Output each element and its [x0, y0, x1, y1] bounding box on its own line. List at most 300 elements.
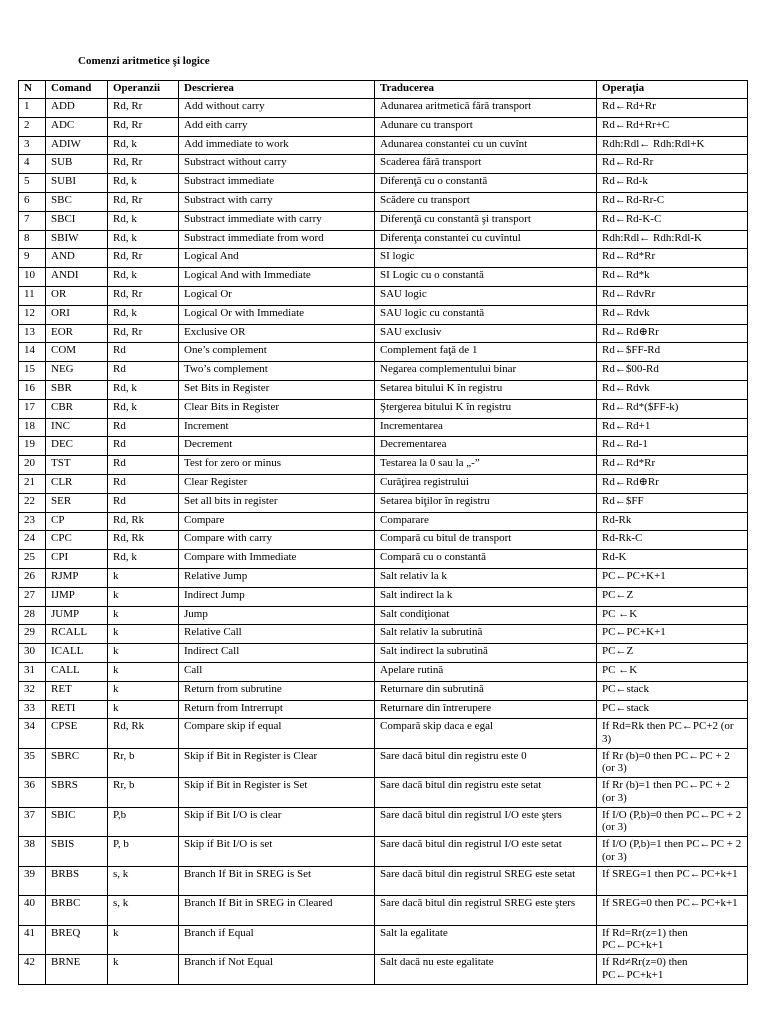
table-row: [19, 531, 748, 550]
operands-cell: Rd, Rr: [108, 192, 179, 211]
operands-cell: k: [108, 700, 179, 719]
command-cell: SER: [46, 493, 108, 512]
command-cell: SBIS: [46, 837, 108, 867]
translation-cell: SAU logic: [375, 286, 597, 305]
row-number: 16: [19, 380, 46, 399]
table-row: [19, 155, 748, 174]
command-cell: CBR: [46, 399, 108, 418]
translation-cell: Returnare din întrerupere: [375, 700, 597, 719]
command-cell: RCALL: [46, 625, 108, 644]
row-number: 19: [19, 437, 46, 456]
operation-cell: Rd←Rd-Rr-C: [597, 192, 748, 211]
command-cell: ORI: [46, 305, 108, 324]
row-number: 31: [19, 662, 46, 681]
operands-cell: Rd, k: [108, 380, 179, 399]
translation-cell: Negarea complementului binar: [375, 362, 597, 381]
command-cell: RETI: [46, 700, 108, 719]
command-cell: COM: [46, 343, 108, 362]
row-number: 35: [19, 748, 46, 778]
operands-cell: Rd: [108, 493, 179, 512]
command-cell: CPI: [46, 550, 108, 569]
translation-cell: Sare dacă bitul din registrul I/O este setat: [375, 837, 597, 867]
translation-cell: Diferenţă cu constantă şi transport: [375, 211, 597, 230]
command-cell: TST: [46, 456, 108, 475]
translation-cell: Setarea bitului K în registru: [375, 380, 597, 399]
table-row: [19, 625, 748, 644]
table-row: [19, 192, 748, 211]
row-number: 42: [19, 955, 46, 985]
command-cell: ANDI: [46, 268, 108, 287]
description-cell: Increment: [179, 418, 375, 437]
operands-cell: Rd, Rr: [108, 117, 179, 136]
translation-cell: Curăţirea registrului: [375, 474, 597, 493]
operands-cell: s, k: [108, 866, 179, 896]
header-n: N: [19, 81, 46, 99]
command-cell: RET: [46, 681, 108, 700]
command-cell: BRBS: [46, 866, 108, 896]
operands-cell: Rd, k: [108, 399, 179, 418]
header-operanzii: Operanzii: [108, 81, 179, 99]
row-number: 10: [19, 268, 46, 287]
table-row: [19, 719, 748, 749]
instruction-table: [18, 80, 748, 985]
command-cell: OR: [46, 286, 108, 305]
command-cell: JUMP: [46, 606, 108, 625]
description-cell: Relative Call: [179, 625, 375, 644]
description-cell: Decrement: [179, 437, 375, 456]
command-cell: RJMP: [46, 568, 108, 587]
command-cell: CLR: [46, 474, 108, 493]
command-cell: INC: [46, 418, 108, 437]
description-cell: Indirect Jump: [179, 587, 375, 606]
table-row: [19, 211, 748, 230]
table-row: [19, 896, 748, 926]
command-cell: ADC: [46, 117, 108, 136]
row-number: 20: [19, 456, 46, 475]
translation-cell: Salt indirect la k: [375, 587, 597, 606]
command-cell: CPC: [46, 531, 108, 550]
table-row: [19, 955, 748, 985]
description-cell: Compare with Immediate: [179, 550, 375, 569]
operation-cell: If SREG=0 then PC←PC+k+1: [597, 896, 748, 926]
operation-cell: Rd←Rd+Rr+C: [597, 117, 748, 136]
operation-cell: If SREG=1 then PC←PC+k+1: [597, 866, 748, 896]
row-number: 12: [19, 305, 46, 324]
operation-cell: PC ←K: [597, 662, 748, 681]
row-number: 11: [19, 286, 46, 305]
translation-cell: Ştergerea bitului K în registru: [375, 399, 597, 418]
description-cell: Exclusive OR: [179, 324, 375, 343]
row-number: 29: [19, 625, 46, 644]
command-cell: SBR: [46, 380, 108, 399]
operation-cell: Rd←Rd-Rr: [597, 155, 748, 174]
operation-cell: Rd-K: [597, 550, 748, 569]
row-number: 24: [19, 531, 46, 550]
translation-cell: Testarea la 0 sau la „-”: [375, 456, 597, 475]
table-row: [19, 644, 748, 663]
description-cell: Add without carry: [179, 99, 375, 118]
table-row: [19, 380, 748, 399]
row-number: 40: [19, 896, 46, 926]
command-cell: SBC: [46, 192, 108, 211]
row-number: 23: [19, 512, 46, 531]
table-row: [19, 493, 748, 512]
operands-cell: Rd: [108, 474, 179, 493]
operands-cell: Rd, k: [108, 136, 179, 155]
translation-cell: Salt relativ la k: [375, 568, 597, 587]
row-number: 5: [19, 174, 46, 193]
row-number: 36: [19, 778, 46, 808]
row-number: 38: [19, 837, 46, 867]
command-cell: SBIC: [46, 807, 108, 837]
operation-cell: PC←stack: [597, 700, 748, 719]
operands-cell: Rd, Rk: [108, 512, 179, 531]
operation-cell: PC←Z: [597, 644, 748, 663]
table-row: [19, 286, 748, 305]
command-cell: SUBI: [46, 174, 108, 193]
row-number: 8: [19, 230, 46, 249]
description-cell: Branch If Bit in SREG in Cleared: [179, 896, 375, 926]
operation-cell: If Rr (b)=1 then PC←PC + 2 (or 3): [597, 778, 748, 808]
operands-cell: s, k: [108, 896, 179, 926]
table-row: [19, 866, 748, 896]
operation-cell: Rdh:Rdl← Rdh:Rdl-K: [597, 230, 748, 249]
command-cell: DEC: [46, 437, 108, 456]
row-number: 30: [19, 644, 46, 663]
description-cell: Set all bits in register: [179, 493, 375, 512]
operation-cell: Rd←Rd⊕Rr: [597, 474, 748, 493]
operation-cell: If Rd=Rr(z=1) then PC←PC+k+1: [597, 925, 748, 955]
operation-cell: Rd←Rd-k: [597, 174, 748, 193]
description-cell: Substract without carry: [179, 155, 375, 174]
table-row: [19, 362, 748, 381]
description-cell: One’s complement: [179, 343, 375, 362]
description-cell: Indirect Call: [179, 644, 375, 663]
description-cell: Branch if Equal: [179, 925, 375, 955]
translation-cell: Salt relativ la subrutină: [375, 625, 597, 644]
operation-cell: Rd←Rd+Rr: [597, 99, 748, 118]
operation-cell: If I/O (P,b)=1 then PC←PC + 2 (or 3): [597, 837, 748, 867]
translation-cell: Apelare rutină: [375, 662, 597, 681]
translation-cell: SAU exclusiv: [375, 324, 597, 343]
operands-cell: Rr, b: [108, 748, 179, 778]
row-number: 33: [19, 700, 46, 719]
operation-cell: Rd←$FF-Rd: [597, 343, 748, 362]
operands-cell: Rd, Rr: [108, 286, 179, 305]
row-number: 15: [19, 362, 46, 381]
table-row: [19, 568, 748, 587]
operation-cell: PC ←K: [597, 606, 748, 625]
operands-cell: Rd, k: [108, 550, 179, 569]
operands-cell: Rd: [108, 437, 179, 456]
operands-cell: Rd, Rr: [108, 99, 179, 118]
description-cell: Substract immediate: [179, 174, 375, 193]
description-cell: Logical Or with Immediate: [179, 305, 375, 324]
table-row: [19, 456, 748, 475]
operands-cell: Rd, Rr: [108, 324, 179, 343]
table-header-row: [19, 81, 748, 99]
command-cell: SUB: [46, 155, 108, 174]
table-row: [19, 437, 748, 456]
operation-cell: If Rd≠Rr(z=0) then PC←PC+k+1: [597, 955, 748, 985]
translation-cell: Returnare din subrutină: [375, 681, 597, 700]
operation-cell: If Rr (b)=0 then PC←PC + 2 (or 3): [597, 748, 748, 778]
operands-cell: P,b: [108, 807, 179, 837]
table-row: [19, 136, 748, 155]
description-cell: Two’s complement: [179, 362, 375, 381]
command-cell: CP: [46, 512, 108, 531]
translation-cell: Diferenţă cu o constantă: [375, 174, 597, 193]
description-cell: Branch If Bit in SREG is Set: [179, 866, 375, 896]
operands-cell: Rd, k: [108, 305, 179, 324]
command-cell: IJMP: [46, 587, 108, 606]
table-row: [19, 925, 748, 955]
table-row: [19, 249, 748, 268]
command-cell: CPSE: [46, 719, 108, 749]
row-number: 18: [19, 418, 46, 437]
description-cell: Compare skip if equal: [179, 719, 375, 749]
table-row: [19, 174, 748, 193]
translation-cell: Incrementarea: [375, 418, 597, 437]
translation-cell: Diferenţa constantei cu cuvîntul: [375, 230, 597, 249]
operands-cell: k: [108, 587, 179, 606]
operation-cell: Rd←Rd-1: [597, 437, 748, 456]
table-row: [19, 662, 748, 681]
row-number: 1: [19, 99, 46, 118]
description-cell: Logical And with Immediate: [179, 268, 375, 287]
table-body: [19, 99, 748, 985]
description-cell: Substract immediate with carry: [179, 211, 375, 230]
operation-cell: Rd←Rd⊕Rr: [597, 324, 748, 343]
translation-cell: Salt la egalitate: [375, 925, 597, 955]
description-cell: Add eith carry: [179, 117, 375, 136]
command-cell: SBRC: [46, 748, 108, 778]
row-number: 34: [19, 719, 46, 749]
header-operatia: Operaţia: [597, 81, 748, 99]
operands-cell: k: [108, 625, 179, 644]
table-row: [19, 681, 748, 700]
operation-cell: If Rd=Rk then PC←PC+2 (or 3): [597, 719, 748, 749]
row-number: 4: [19, 155, 46, 174]
description-cell: Clear Register: [179, 474, 375, 493]
description-cell: Skip if Bit in Register is Set: [179, 778, 375, 808]
description-cell: Jump: [179, 606, 375, 625]
table-row: [19, 837, 748, 867]
table-row: [19, 550, 748, 569]
table-row: [19, 343, 748, 362]
operands-cell: Rd, Rk: [108, 719, 179, 749]
operands-cell: Rr, b: [108, 778, 179, 808]
translation-cell: Sare dacă bitul din registru este 0: [375, 748, 597, 778]
translation-cell: Sare dacă bitul din registrul SREG este şters: [375, 896, 597, 926]
operands-cell: Rd: [108, 456, 179, 475]
translation-cell: Salt indirect la subrutină: [375, 644, 597, 663]
description-cell: Return from subrutine: [179, 681, 375, 700]
operation-cell: Rd←Rd*Rr: [597, 249, 748, 268]
translation-cell: Decrementarea: [375, 437, 597, 456]
translation-cell: Salt condiţionat: [375, 606, 597, 625]
table-row: [19, 587, 748, 606]
description-cell: Test for zero or minus: [179, 456, 375, 475]
translation-cell: Setarea biţilor în registru: [375, 493, 597, 512]
table-row: [19, 324, 748, 343]
operation-cell: If I/O (P,b)=0 then PC←PC + 2 (or 3): [597, 807, 748, 837]
operands-cell: Rd, k: [108, 211, 179, 230]
operation-cell: PC←PC+K+1: [597, 625, 748, 644]
command-cell: BRNE: [46, 955, 108, 985]
description-cell: Return from Intrerrupt: [179, 700, 375, 719]
table-row: [19, 700, 748, 719]
operation-cell: Rd-Rk-C: [597, 531, 748, 550]
row-number: 26: [19, 568, 46, 587]
row-number: 14: [19, 343, 46, 362]
row-number: 9: [19, 249, 46, 268]
operation-cell: Rd←$FF: [597, 493, 748, 512]
operands-cell: Rd: [108, 362, 179, 381]
description-cell: Branch if Not Equal: [179, 955, 375, 985]
command-cell: SBIW: [46, 230, 108, 249]
translation-cell: SI logic: [375, 249, 597, 268]
row-number: 37: [19, 807, 46, 837]
row-number: 28: [19, 606, 46, 625]
translation-cell: Comparare: [375, 512, 597, 531]
description-cell: Clear Bits in Register: [179, 399, 375, 418]
table-row: [19, 748, 748, 778]
operation-cell: Rd←Rdvk: [597, 380, 748, 399]
translation-cell: Adunarea aritmetică fără transport: [375, 99, 597, 118]
translation-cell: Adunare cu transport: [375, 117, 597, 136]
table-row: [19, 268, 748, 287]
operation-cell: Rd←Rd-K-C: [597, 211, 748, 230]
operands-cell: k: [108, 606, 179, 625]
row-number: 32: [19, 681, 46, 700]
operation-cell: Rd←Rd*($FF-k): [597, 399, 748, 418]
translation-cell: Compară cu o constantă: [375, 550, 597, 569]
translation-cell: Compară skip daca e egal: [375, 719, 597, 749]
table-row: [19, 606, 748, 625]
command-cell: AND: [46, 249, 108, 268]
operands-cell: Rd, Rr: [108, 155, 179, 174]
header-traducerea: Traducerea: [375, 81, 597, 99]
description-cell: Substract immediate from word: [179, 230, 375, 249]
page-title: Comenzi aritmetice şi logice: [78, 55, 210, 67]
row-number: 17: [19, 399, 46, 418]
translation-cell: Adunarea constantei cu un cuvînt: [375, 136, 597, 155]
operation-cell: PC←stack: [597, 681, 748, 700]
description-cell: Logical Or: [179, 286, 375, 305]
operands-cell: Rd: [108, 343, 179, 362]
operation-cell: Rd←$00-Rd: [597, 362, 748, 381]
description-cell: Skip if Bit I/O is clear: [179, 807, 375, 837]
table-row: [19, 117, 748, 136]
description-cell: Compare: [179, 512, 375, 531]
operands-cell: Rd, k: [108, 174, 179, 193]
translation-cell: Compară cu bitul de transport: [375, 531, 597, 550]
operation-cell: Rd-Rk: [597, 512, 748, 531]
operands-cell: Rd, k: [108, 268, 179, 287]
operands-cell: k: [108, 925, 179, 955]
translation-cell: Scădere cu transport: [375, 192, 597, 211]
row-number: 2: [19, 117, 46, 136]
translation-cell: SI Logic cu o constantă: [375, 268, 597, 287]
row-number: 25: [19, 550, 46, 569]
description-cell: Call: [179, 662, 375, 681]
description-cell: Substract with carry: [179, 192, 375, 211]
operands-cell: Rd: [108, 418, 179, 437]
operation-cell: Rdh:Rdl← Rdh:Rdl+K: [597, 136, 748, 155]
table-row: [19, 99, 748, 118]
translation-cell: Sare dacă bitul din registru este setat: [375, 778, 597, 808]
table-row: [19, 230, 748, 249]
description-cell: Add immediate to work: [179, 136, 375, 155]
operands-cell: Rd, Rr: [108, 249, 179, 268]
command-cell: ICALL: [46, 644, 108, 663]
description-cell: Set Bits in Register: [179, 380, 375, 399]
operands-cell: P, b: [108, 837, 179, 867]
operation-cell: Rd←Rd+1: [597, 418, 748, 437]
translation-cell: Sare dacă bitul din registrul SREG este setat: [375, 866, 597, 896]
command-cell: ADD: [46, 99, 108, 118]
operation-cell: Rd←RdvRr: [597, 286, 748, 305]
operation-cell: PC←Z: [597, 587, 748, 606]
operands-cell: k: [108, 568, 179, 587]
row-number: 21: [19, 474, 46, 493]
header-comand: Comand: [46, 81, 108, 99]
table-row: [19, 512, 748, 531]
command-cell: NEG: [46, 362, 108, 381]
operation-cell: PC←PC+K+1: [597, 568, 748, 587]
command-cell: CALL: [46, 662, 108, 681]
operands-cell: k: [108, 681, 179, 700]
operands-cell: k: [108, 662, 179, 681]
operands-cell: k: [108, 644, 179, 663]
operation-cell: Rd←Rd*k: [597, 268, 748, 287]
table-row: [19, 778, 748, 808]
description-cell: Compare with carry: [179, 531, 375, 550]
command-cell: BRBC: [46, 896, 108, 926]
operands-cell: Rd, Rk: [108, 531, 179, 550]
table-row: [19, 474, 748, 493]
operands-cell: k: [108, 955, 179, 985]
command-cell: SBRS: [46, 778, 108, 808]
table-row: [19, 305, 748, 324]
table-row: [19, 399, 748, 418]
command-cell: ADIW: [46, 136, 108, 155]
description-cell: Logical And: [179, 249, 375, 268]
translation-cell: Sare dacă bitul din registrul I/O este şters: [375, 807, 597, 837]
command-cell: SBCI: [46, 211, 108, 230]
table-row: [19, 418, 748, 437]
description-cell: Skip if Bit in Register is Clear: [179, 748, 375, 778]
description-cell: Relative Jump: [179, 568, 375, 587]
row-number: 22: [19, 493, 46, 512]
row-number: 3: [19, 136, 46, 155]
translation-cell: Complement faţă de 1: [375, 343, 597, 362]
row-number: 6: [19, 192, 46, 211]
translation-cell: Scaderea fără transport: [375, 155, 597, 174]
command-cell: EOR: [46, 324, 108, 343]
header-descrierea: Descrierea: [179, 81, 375, 99]
table-row: [19, 807, 748, 837]
operands-cell: Rd, k: [108, 230, 179, 249]
operation-cell: Rd←Rd*Rr: [597, 456, 748, 475]
row-number: 39: [19, 866, 46, 896]
row-number: 7: [19, 211, 46, 230]
row-number: 41: [19, 925, 46, 955]
operation-cell: Rd←Rdvk: [597, 305, 748, 324]
description-cell: Skip if Bit I/O is set: [179, 837, 375, 867]
command-cell: BREQ: [46, 925, 108, 955]
